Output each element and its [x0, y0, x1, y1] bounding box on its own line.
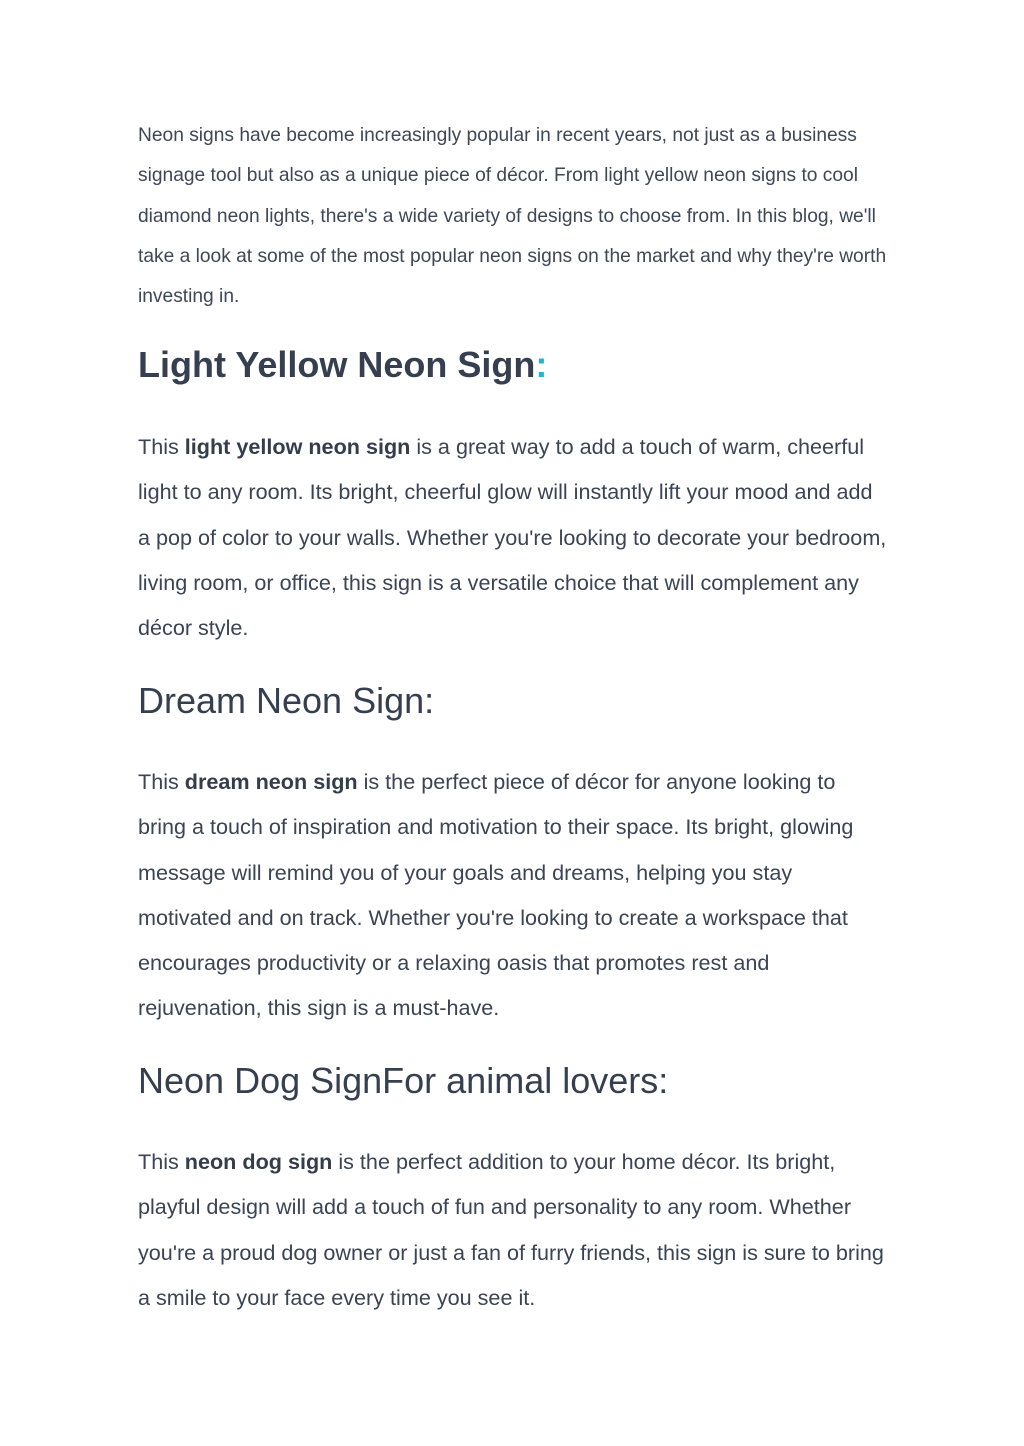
- paragraph-bold-term: light yellow neon sign: [184, 434, 411, 459]
- heading-dream-neon-sign: Dream Neon Sign:: [138, 680, 435, 721]
- heading-text: Light Yellow Neon Sign: [138, 344, 536, 385]
- intro-paragraph: Neon signs have become increasingly popular in recent years, not just as a business signage tool but also as a unique piece of décor. From light yellow neon signs to cool diamond neon lights, there's a wide variety of designs to choose from. In this blog, we'll take a look at some of the most popular neon signs on the market and why they're worth investing in.: [138, 125, 887, 308]
- paragraph-rest: is a great way to add a touch of warm, cheerful light to any room. Its bright, cheerful glow will instantly lift your mood and add a pop of color to your walls. Whether you're looking to decorate your bedroom, living room, or office, this sign is a versatile choice that will complement any décor style.: [138, 434, 887, 641]
- paragraph-lead: This: [138, 434, 185, 459]
- paragraph-lead: This: [138, 769, 185, 794]
- paragraph-rest: is the perfect piece of décor for anyone looking to bring a touch of inspiration and motivation to their space. Its bright, glowing message will remind you of your goals and dreams, helping you stay motivated and on track. Whether you're looking to create a workspace that encourages productivity or a relaxing oasis that promotes rest and rejuvenation, this sign is a must-have.: [138, 769, 854, 1021]
- paragraph-rest: is the perfect addition to your home décor. Its bright, playful design will add a touch of fun and personality to any room. Whether you're a proud dog owner or just a fan of furry friends, this sign is sure to bring a smile to your face every time you see it.: [138, 1149, 884, 1310]
- heading-colon: :: [535, 344, 548, 385]
- paragraph-light-yellow-neon-sign: [138, 424, 888, 650]
- paragraph-bold-term: dream neon sign: [184, 769, 358, 794]
- heading-light-yellow-neon-sign: [138, 340, 547, 390]
- heading-neon-dog-sign: Neon Dog SignFor animal lovers:: [138, 1060, 669, 1101]
- paragraph-dream-neon-sign: [138, 759, 888, 1031]
- paragraph-neon-dog-sign: [138, 1139, 888, 1320]
- paragraph-lead: This: [138, 1149, 185, 1174]
- paragraph-bold-term: neon dog sign: [184, 1149, 333, 1174]
